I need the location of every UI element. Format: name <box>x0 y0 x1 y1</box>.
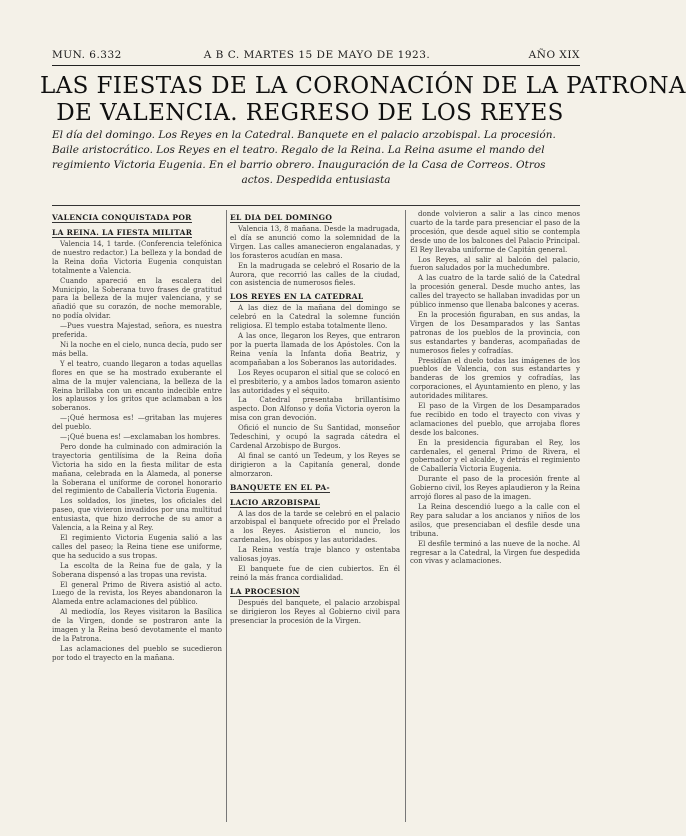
paragraph: donde volvieron a salir a las cinco menos cuarto de la tarde para presenciar el paso de la procesión, que desde aquel sitio se contempla desde uno de los balcones del Palacio Principal. El Rey llevaba uniforme de Capitán general. <box>410 210 580 254</box>
issue-number: MUN. 6.332 <box>52 49 122 61</box>
paragraph: La Catedral presentaba brillantísimo aspecto. Don Alfonso y doña Victoria oyeron la misa con gran devoción. <box>230 396 400 423</box>
paragraph: A las cuatro de la tarde salió de la Catedral la procesión general. Desde mucho antes, las calles del trayecto se hallaban invadidas por un público inmenso que llenaba balcones y aceras. <box>410 274 580 310</box>
section-heading: EL DIA DEL DOMINGO <box>230 213 333 222</box>
paragraph: A las once, llegaron los Reyes, que entraron por la puerta llamada de los Apóstoles. Con la Reina venía la Infanta doña Beatriz, y acompañaban a los Soberanos las autoridades. <box>230 332 400 367</box>
paragraph: Al mediodía, los Reyes visitaron la Basílica de la Virgen, donde se postraron ante la imagen y la Reina besó devotamente el manto de la Patrona. <box>52 608 222 643</box>
paragraph: Después del banquete, el palacio arzobispal se dirigieron los Reyes al Gobierno civil para presenciar la procesión de la Virgen. <box>230 598 400 625</box>
paragraph: Durante el paso de la procesión frente al Gobierno civil, los Reyes aplaudieron y la Reina arrojó flores al paso de la imagen. <box>410 475 580 502</box>
paragraph: La escolta de la Reina fue de gala, y la Soberana dispensó a las tropas una revista. <box>52 561 222 579</box>
section-heading: VALENCIA CONQUISTADA POR <box>52 213 192 222</box>
column-1-body <box>52 240 222 663</box>
paragraph: Ofició el nuncio de Su Santidad, monseñor Tedeschini, y ocupó la sagrada cátedra el Cardenal Arzobispo de Burgos. <box>230 424 400 450</box>
section-heading: LOS REYES EN LA CATEDRAL <box>230 292 364 302</box>
paragraph: —Pues vuestra Majestad, señora, es nuestra preferida. <box>52 322 222 340</box>
running-header <box>52 47 580 66</box>
masthead-date: A B C. MARTES 15 DE MAYO DE 1923. <box>203 49 431 61</box>
column-3-body <box>410 210 580 566</box>
column-2 <box>230 210 400 822</box>
paragraph: A las dos de la tarde se celebró en el palacio arzobispal el banquete ofrecido por el Prelado a los Reyes. Asistieron el nuncio, los cardenales, los obispos y las autoridades. <box>230 509 400 545</box>
section-heading: BANQUETE EN EL PA- <box>230 482 330 492</box>
paragraph: —¡Qué hermosa es! —gritaban las mujeres del pueblo. <box>52 414 222 432</box>
section-heading: LA REINA. LA FIESTA MILITAR <box>52 228 193 237</box>
paragraph: La Reina vestía traje blanco y ostentaba valiosas joyas. <box>230 546 400 564</box>
paragraph: Los Reyes, al salir al balcón del palacio, fueron saludados por la muchedumbre. <box>410 255 580 273</box>
paragraph: Los soldados, los jinetes, los oficiales del paseo, que vivieron invadidos por una multitud entusiasta, que hizo derroche de su amor a Valencia, a la Reina y al Rey. <box>52 497 222 533</box>
section-divider <box>52 205 580 206</box>
column-divider <box>405 210 406 822</box>
paragraph: En la procesión figuraban, en sus andas, la Virgen de los Desamparados y las Santas patronas de los pueblos de la provincia, con sus estandartes y banderas, acompañadas de numerosos fieles y cofradías. <box>410 310 580 355</box>
column-divider <box>226 210 227 822</box>
paragraph: El banquete fue de cien cubiertos. En él reinó la más franca cordialidad. <box>230 565 400 582</box>
headline-line-1: LAS FIESTAS DE LA CORONACIÓN DE LA PATRONA <box>40 73 686 99</box>
paragraph: El paso de la Virgen de los Desamparados fue recibido en todo el trayecto con vivas y aclamaciones del pueblo, que arrojaba flores desde los balcones. <box>410 402 580 437</box>
paragraph: Cuando apareció en la escalera del Municipio, la Soberana tuvo frases de gratitud para la belleza de la mujer valenciana, y se añadió que su corazón, de noche memorable, no podía olvidar. <box>52 276 222 321</box>
paragraph: Pero donde ha culminado con admiración la trayectoria gentilísima de la Reina doña Victoria ha sido en la fiesta militar de esta mañana, celebrada en la Alameda, al ponerse la Soberana el uniforme de coronel honorario del regimiento de Caballería Victoria Eugenia. <box>52 442 222 496</box>
paragraph: —¡Qué buena es! —exclamaban los hombres. <box>60 433 221 442</box>
year-volume: AÑO XIX <box>528 49 580 61</box>
main-headline <box>40 73 686 127</box>
column-2-body-d <box>230 599 400 626</box>
paragraph: Valencia 14, 1 tarde. (Conferencia telefónica de nuestro redactor.) La belleza y la bondad de la Reina doña Victoria Eugenia conquistan totalmente a Valencia. <box>52 240 222 275</box>
article-summary <box>52 128 580 188</box>
section-heading: LA PROCESION <box>230 586 300 596</box>
column-2-body-c <box>230 510 400 583</box>
paragraph: Ni la noche en el cielo, nunca decía, pudo ser más bella. <box>52 340 222 358</box>
paragraph: Las aclamaciones del pueblo se sucedieron por todo el trayecto en la mañana. <box>52 644 222 662</box>
paragraph: En la madrugada se celebró el Rosario de la Aurora, que recorrió las calles de la ciudad, con asistencia de numerosos fieles. <box>230 261 400 288</box>
summary-line-2: Baile aristocrático. Los Reyes en el teatro. Regalo de la Reina. La Reina asume el mando del <box>52 144 545 156</box>
paragraph: Y el teatro, cuando llegaron a todas aquellas flores en que se ha mostrado exuberante el alma de la mujer valenciana, la belleza de la Reina brillaba con un encanto indecible entre los aplausos y los gritos que aclamaban a los soberanos. <box>52 359 222 413</box>
paragraph: Valencia 13, 8 mañana. Desde la madrugada, el día se anunció como la solemnidad de la Virgen. Las calles amanecieron engalanadas, y los forasteros acudían en masa. <box>230 225 400 260</box>
column-3 <box>410 210 580 822</box>
paragraph: El regimiento Victoria Eugenia salió a las calles del paseo; la Reina tiene ese uniforme, que ha seducido a sus tropas. <box>52 534 222 560</box>
headline-line-2: DE VALENCIA. REGRESO DE LOS REYES <box>56 100 564 126</box>
paragraph: El general Primo de Rivera asistió al acto. Luego de la revista, los Reyes abandonaron la Alameda entre aclamaciones del público. <box>52 580 222 607</box>
paragraph: La Reina descendió luego a la calle con el Rey para saludar a los ancianos y niños de los asilos, que presenciaban el desfile desde una tribuna. <box>410 503 580 538</box>
paragraph: En la presidencia figuraban el Rey, los cardenales, el general Primo de Rivera, el gobernador y el alcalde, y detrás el regimiento de Caballería Victoria Eugenia. <box>410 438 580 474</box>
column-2-body-a <box>230 225 400 288</box>
column-1 <box>52 210 222 822</box>
paragraph: A las diez de la mañana del domingo se celebró en la Catedral la solemne función religiosa. El templo estaba totalmente lleno. <box>230 304 400 331</box>
summary-line-3: regimiento Victoria Eugenia. En el barrio obrero. Inauguración de la Casa de Correos. Otros <box>52 159 546 171</box>
paragraph: Los Reyes ocuparon el sitial que se colocó en el presbiterio, y a ambos lados tomaron asiento las autoridades y el séquito. <box>230 368 400 395</box>
paragraph: Al final se cantó un Tedeum, y los Reyes se dirigieron a la Capitanía general, donde almorzaron. <box>230 451 400 478</box>
paragraph: El desfile terminó a las nueve de la noche. Al regresar a la Catedral, la Virgen fue despedida con vivas y aclamaciones. <box>410 539 580 566</box>
column-2-body-b <box>230 304 400 478</box>
summary-line-1: El día del domingo. Los Reyes en la Catedral. Banquete en el palacio arzobispal. La procesión. <box>52 129 556 141</box>
paragraph: Presidían el duelo todas las imágenes de los pueblos de Valencia, con sus estandartes y banderas de los gremios y cofradías, las corporaciones, el Ayuntamiento en pleno, y las autoridades militares. <box>410 356 580 401</box>
summary-line-4: actos. Despedida entusiasta <box>241 174 391 186</box>
section-heading: LACIO ARZOBISPAL <box>230 497 321 507</box>
